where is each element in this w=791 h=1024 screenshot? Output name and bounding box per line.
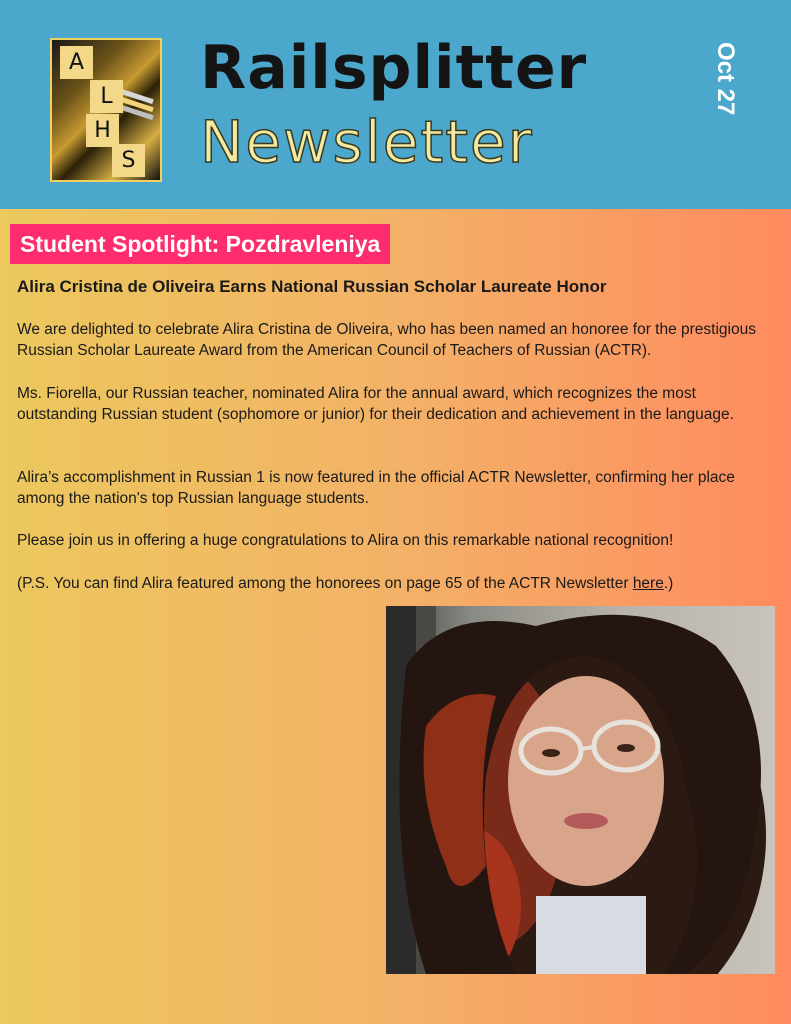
section-label: Student Spotlight: Pozdravleniya — [10, 224, 390, 264]
newsletter-title-line1: Railsplitter — [200, 33, 588, 103]
ps-text-suffix: .) — [663, 575, 674, 592]
newsletter-title-line2: Newsletter — [200, 108, 534, 176]
logo-letter-s: S — [112, 144, 145, 177]
article-paragraph: We are delighted to celebrate Alira Cristina de Oliveira, who has been named an honoree for the prestigious Russian Scholar Laureate Award from the American Council of Teachers of Russian (ACTR). — [17, 321, 756, 359]
newsletter-header — [0, 0, 791, 209]
issue-date: Oct 27 — [712, 42, 739, 116]
books-icon — [118, 88, 158, 128]
article-paragraph: Alira’s accomplishment in Russian 1 is now featured in the official ACTR Newsletter, confirming her place among the nation's top Russian language students. — [17, 469, 735, 507]
student-portrait-photo — [386, 606, 775, 974]
ps-text-prefix: (P.S. You can find Alira featured among the honorees on page 65 of the ACTR Newsletter — [17, 575, 633, 592]
school-logo — [50, 38, 162, 182]
logo-letter-h: H — [86, 114, 119, 147]
article-paragraph: Ms. Fiorella, our Russian teacher, nominated Alira for the annual award, which recognizes the most outstanding Russian student (sophomore or junior) for their dedication and achievement in the language. — [17, 385, 734, 423]
article-ps — [17, 573, 767, 594]
logo-letter-a: A — [60, 46, 93, 79]
logo-letter-l: L — [90, 80, 123, 113]
article-headline: Alira Cristina de Oliveira Earns National Russian Scholar Laureate Honor — [17, 277, 607, 296]
actr-newsletter-link[interactable]: here — [632, 575, 664, 592]
article-paragraph: Please join us in offering a huge congratulations to Alira on this remarkable national recognition! — [17, 532, 674, 549]
